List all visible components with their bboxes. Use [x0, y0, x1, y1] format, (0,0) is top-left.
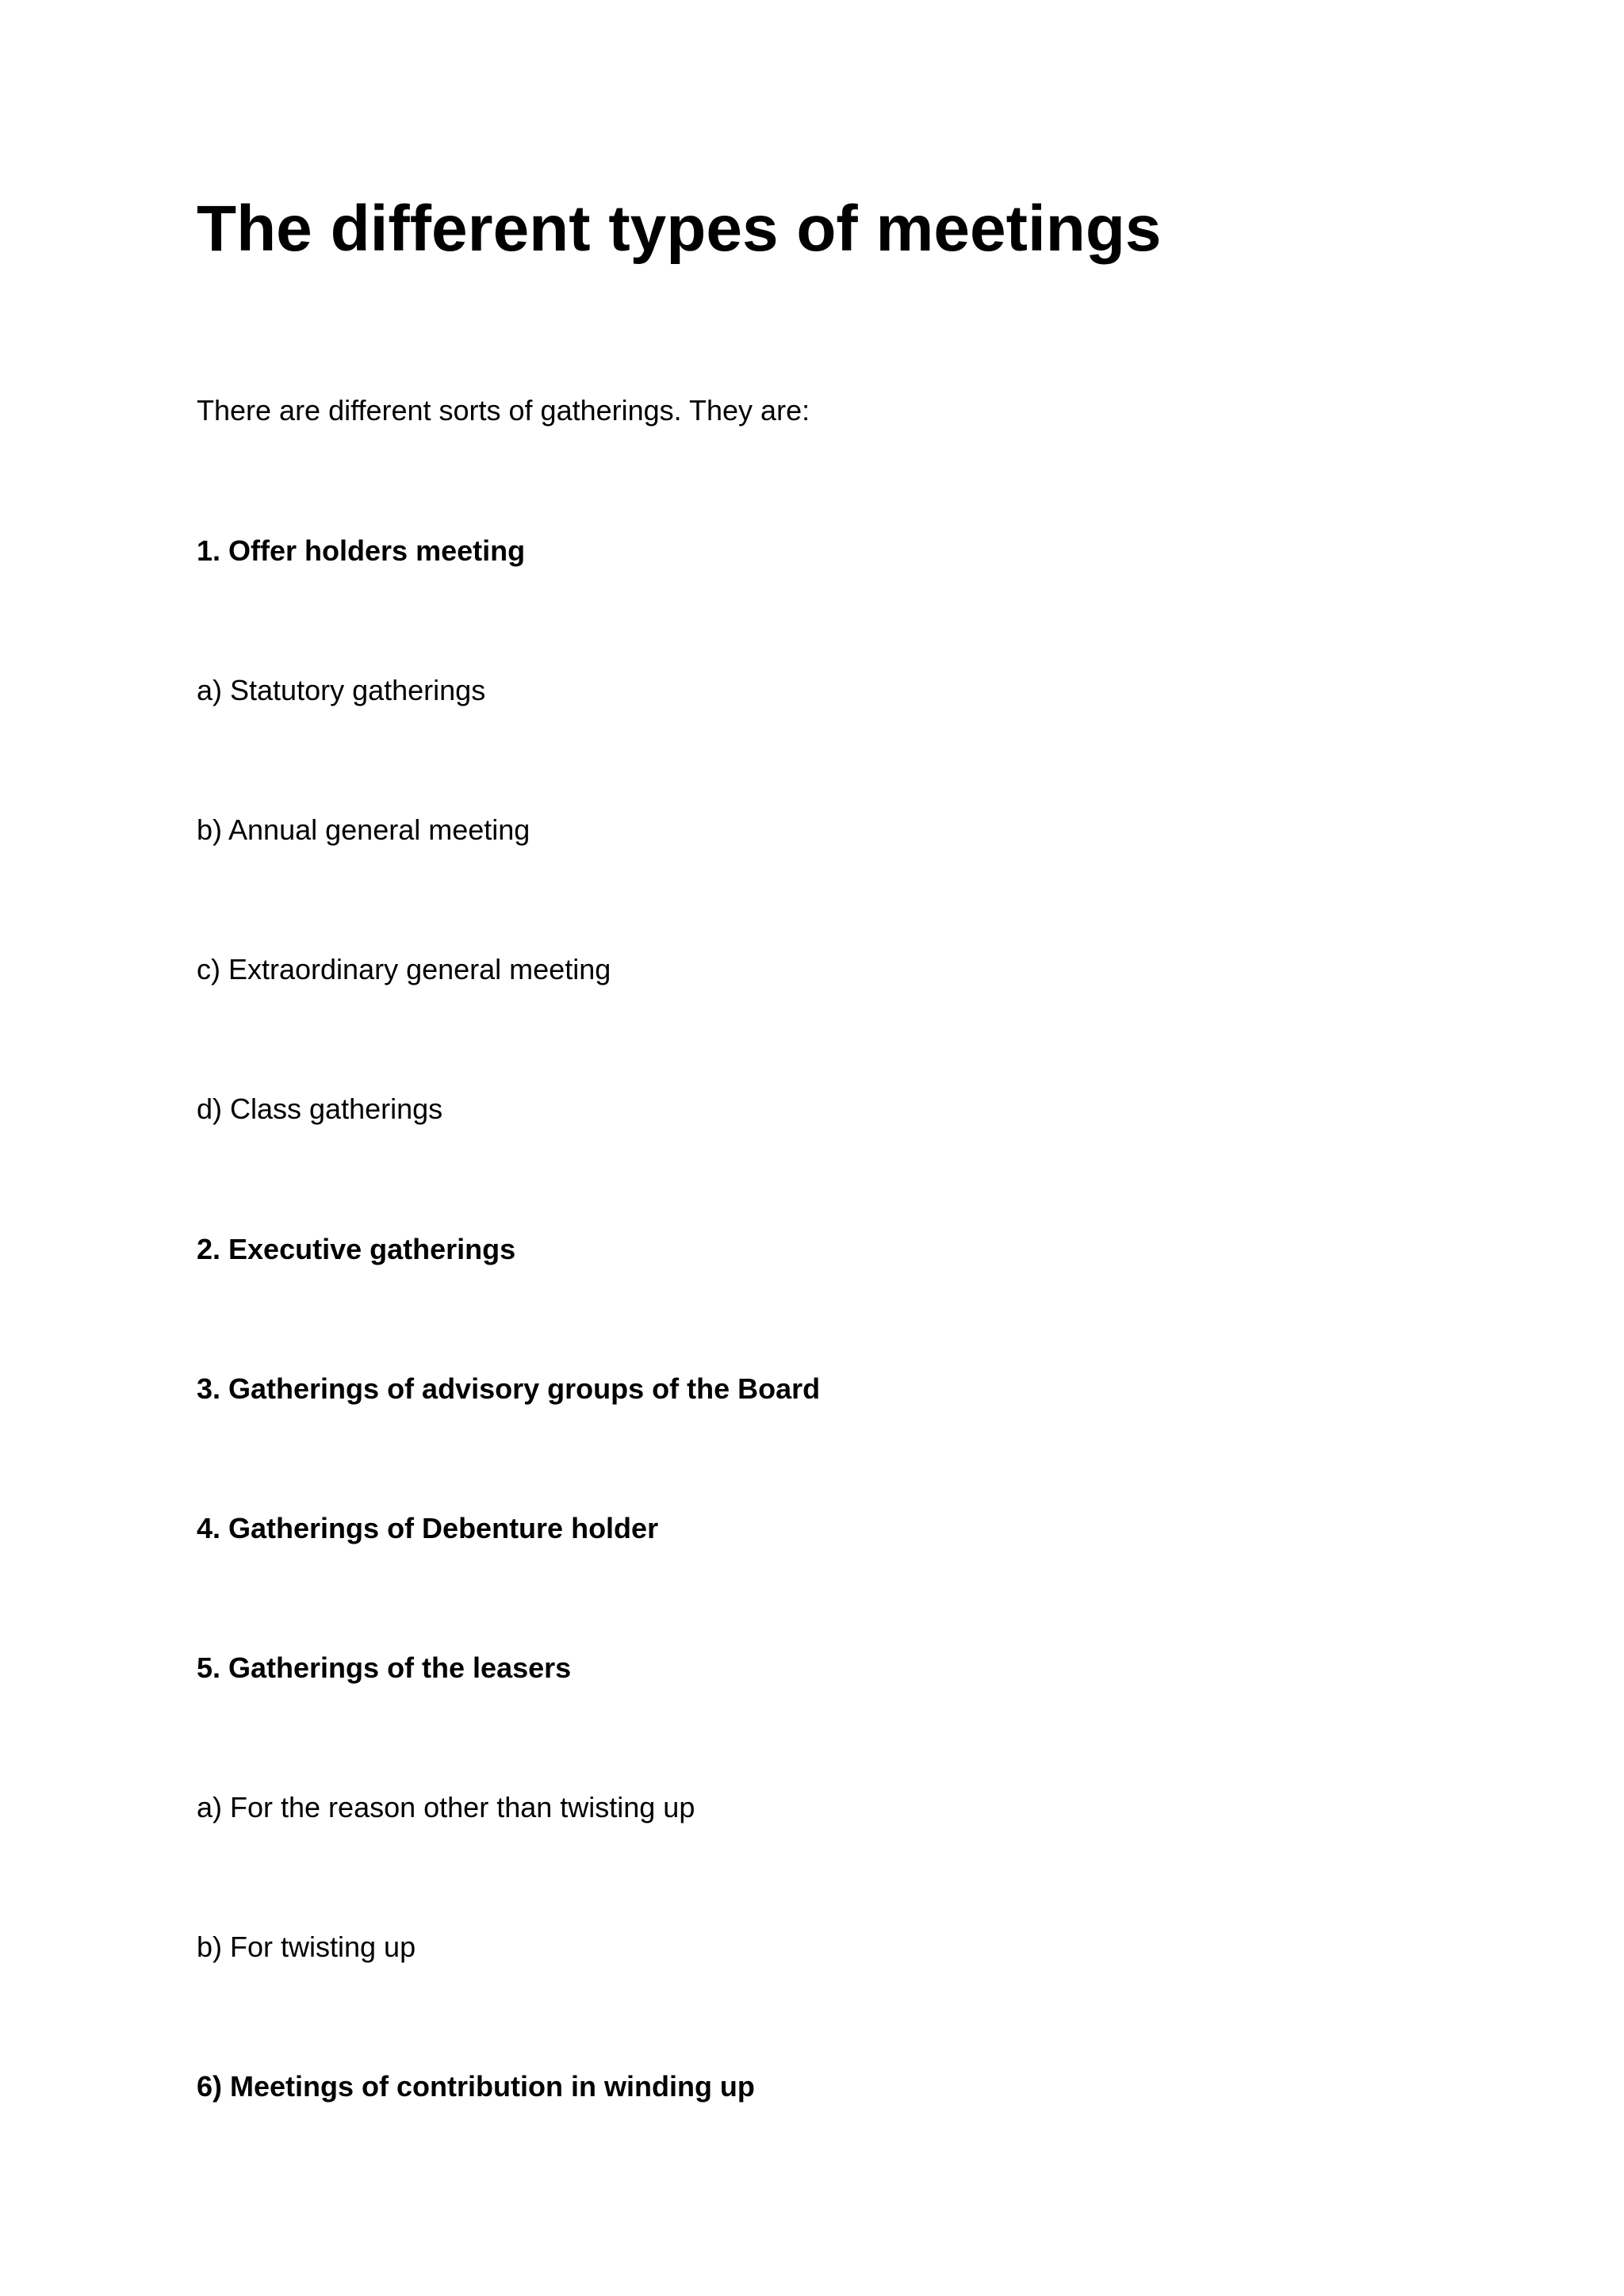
list-item: b) For twisting up	[197, 1931, 416, 1963]
section-heading: 4. Gatherings of Debenture holder	[197, 1512, 659, 1544]
intro-paragraph: There are different sorts of gatherings. They are:	[197, 394, 810, 427]
page-title: The different types of meetings	[197, 193, 1162, 265]
section-heading: 5. Gatherings of the leasers	[197, 1651, 572, 1684]
list-item: a) For the reason other than twisting up	[197, 1791, 695, 1823]
list-item: d) Class gatherings	[197, 1093, 443, 1125]
list-item: a) Statutory gatherings	[197, 674, 486, 706]
section-heading: 3. Gatherings of advisory groups of the Board	[197, 1372, 821, 1405]
section-heading: 1. Offer holders meeting	[197, 534, 526, 567]
list-item: c) Extraordinary general meeting	[197, 953, 611, 985]
list-item: b) Annual general meeting	[197, 813, 530, 846]
section-heading: 6) Meetings of contribution in winding up	[197, 2070, 755, 2103]
section-heading: 2. Executive gatherings	[197, 1233, 516, 1265]
